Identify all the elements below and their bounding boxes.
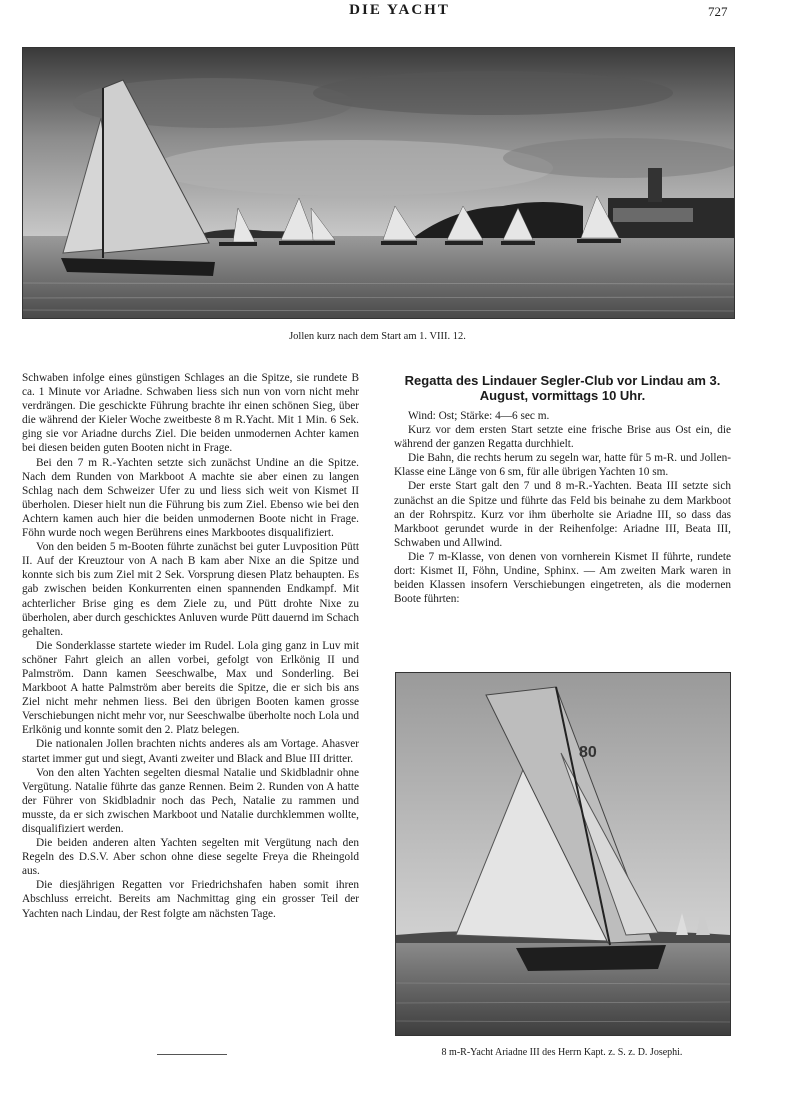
page-header-title: DIE YACHT — [349, 2, 450, 18]
paragraph: Die Sonderklasse startete wieder im Rudel. Lola ging ganz in Luv mit schöner Fahrt gleich an allen vorbei, gefolgt von Erlkönig II und Palmström. Dann kamen Seeschwalbe, Max und Sonderling. Bei Markboot A hatte Palmström aber bereits die Spitze, die er sich bis ans Ziel nicht mehr nehmen liess. Bei den übrigen Booten kamen grosse Verschiebungen nicht mehr vor, nur Seeschwalbe überholte noch Lola und Erlkönig und konnte somit den 2. Platz belegen. — [22, 639, 359, 737]
right-text-column — [394, 373, 731, 606]
paragraph: Kurz vor dem ersten Start setzte eine frische Brise aus Ost ein, die während der ganzen Regatta durchhielt. — [394, 424, 731, 451]
regatta-start-photo — [22, 47, 735, 319]
paragraph: Die 7 m-Klasse, von denen von vornherein Kismet II führte, rundete dort: Kismet II, Föhn, Undine, Sphinx. — Am zweiten Mark waren in beiden Klassen insofern Verschiebungen eingetreten, als die modernen Boote führten: — [394, 550, 731, 606]
paragraph: Schwaben infolge eines günstigen Schlages an die Spitze, sie rundete B ca. 1 Minute vor Ariadne. Schwaben liess sich nun von vorn nicht mehr verdrängen. Die geschickte Führung brachte ihr einen schönen Sieg, über die während der Kieler Woche zweitbeste 8 m R.Yacht. Mit 1 Min. 6 Sek. ging sie vor Ariadne durchs Ziel. Die beiden unmodernen Achter kamen bei diesen beiden guten Booten nicht in Frage. — [22, 372, 359, 455]
paragraph: Von den alten Yachten segelten diesmal Natalie und Skidbladnir ohne Vergütung. Natalie führte das ganze Rennen. Beim 2. Runden von A hatte der Führer von Skidbladnir noch das Pech, Natalie zu rammen und musste, da er sich zwischen Markboot und Natalie durchklemmen wollte, disqualifiziert werden. — [22, 766, 359, 835]
paragraph: Bei den 7 m R.-Yachten setzte sich zunächst Undine an die Spitze. Nach dem Runden von Markboot A machte sie aber einen zu langen Schlag nach dem Schweizer Ufer zu und liess sich weit von Kismet II überholen. Dieser hielt nun die Führung bis zum Ziel. Ebenso wie bei den Achtern kamen auch hier die beiden unmodernen Boote nicht in Frage. Föhn wurde noch wegen Berührens eines Markbootes disqualifiziert. — [22, 456, 359, 540]
paragraph: Der erste Start galt den 7 und 8 m-R.-Yachten. Beata III setzte sich zunächst an die Spitze und führte das Feld bis beinahe zu dem Markboot an der Rohrspitz. Kurz vor ihm überholte sie Ariadne III, so dass das Markboot gerundet wurde in der Reihenfolge: Ariadne III, Beata III, Schwaben und Allwind. — [394, 480, 731, 549]
top-photo-caption: Jollen kurz nach dem Start am 1. VIII. 12. — [289, 331, 466, 342]
left-text-column — [22, 371, 359, 921]
paragraph: Die diesjährigen Regatten vor Friedrichshafen haben somit ihren Abschluss erreicht. Bereits am Nachmittag ging ein grosser Teil der Yachten nach Lindau, der Rest folgte am nächsten Tage. — [22, 879, 359, 920]
page-number: 727 — [708, 4, 728, 19]
paragraph: Die beiden anderen alten Yachten segelten mit Vergütung nach den Regeln des D.S.V. Aber schon ohne diese segelte Freya die Rheingold aus. — [22, 837, 359, 878]
bottom-photo-caption: 8 m-R-Yacht Ariadne III des Herrn Kapt. z. S. z. D. Josephi. — [441, 1047, 683, 1058]
column-end-rule — [157, 1054, 227, 1055]
paragraph: Von den beiden 5 m-Booten führte zunächst bei guter Luvposition Pütt II. Auf der Kreuztour von A nach B kam aber Nixe an die Spitze und konnte sich bis zum Ziel mit 2 Sek. Vorsprung diesen Platz behaupten. Es gab zwischen beiden Konkurrenten einen spannenden Endkampf. Mit achterlicher Brise ging es dem Ziele zu, und Pütt drohte Nixe zu überholen, aber durch geschicktes Anluven wurde Pütt dauernd im Schach gehalten. — [22, 541, 359, 638]
paragraph: Die nationalen Jollen brachten nichts anderes als am Vortage. Ahasver startet immer gut und siegt, Avanti zweiter und Black and Blue III dritter. — [22, 738, 359, 765]
section-heading: Regatta des Lindauer Segler-Club vor Lindau am 3. August, vormittags 10 Uhr. — [404, 373, 721, 403]
yacht-ariadne-photo — [395, 672, 731, 1036]
sail-number: 80 — [579, 744, 597, 761]
wind-info: Wind: Ost; Stärke: 4—6 sec m. — [408, 410, 550, 422]
paragraph: Die Bahn, die rechts herum zu segeln war, hatte für 5 m-R. und Jollen-Klasse eine Länge von 6 sm, für alle übrigen Yachten 10 sm. — [394, 452, 731, 479]
